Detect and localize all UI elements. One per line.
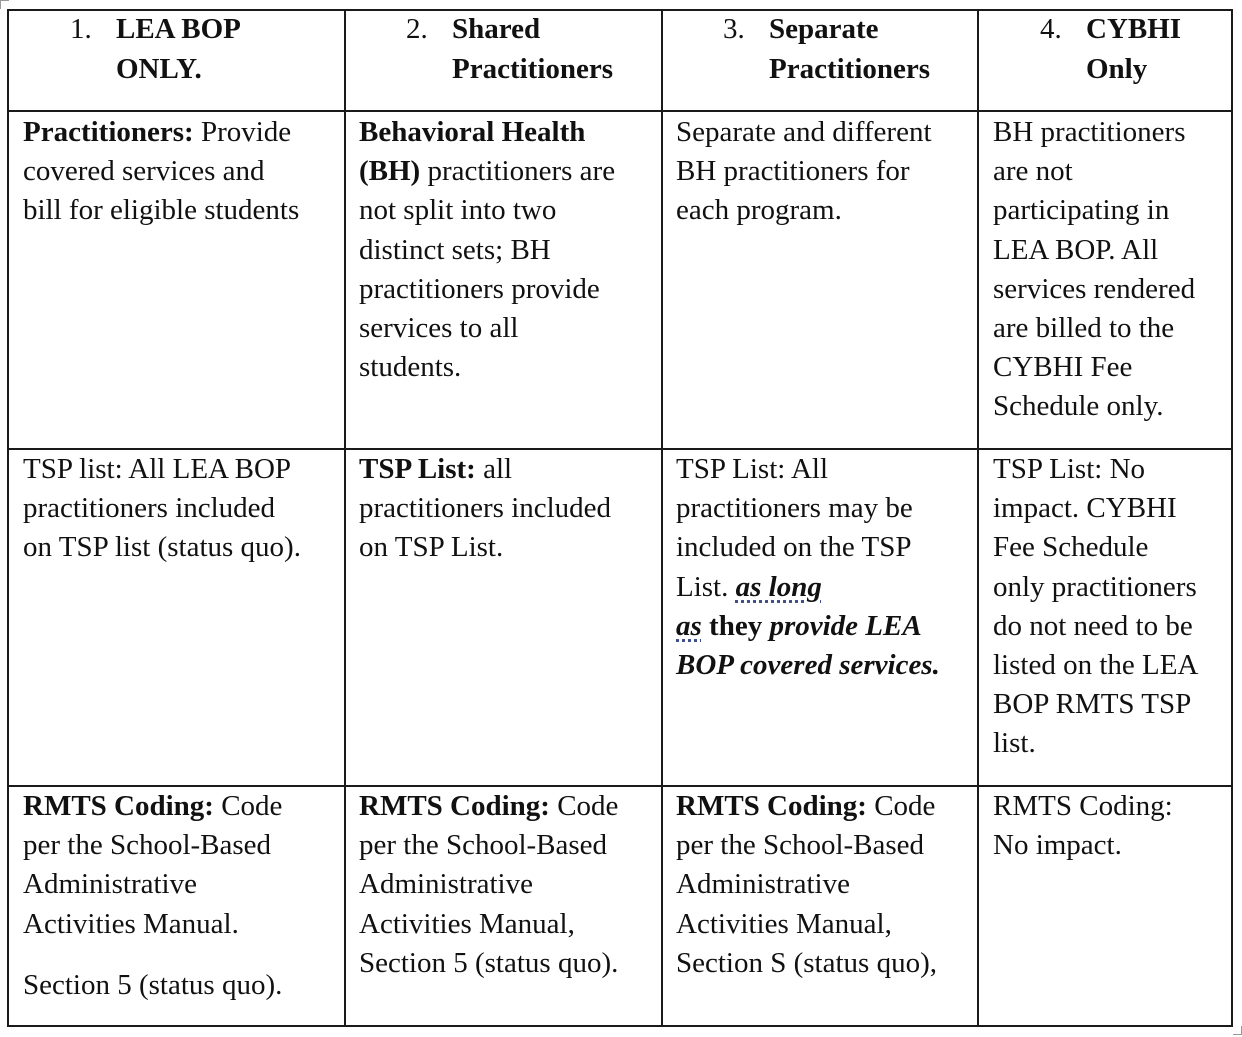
- label-bold: Practitioners:: [23, 116, 194, 148]
- cell-text: services to all: [359, 312, 519, 345]
- cell-text: Activities Manual.: [23, 907, 239, 940]
- header-number: 3.: [723, 13, 745, 45]
- cell-text: Provide: [193, 116, 292, 148]
- row2-col2-cell: [359, 450, 611, 568]
- header-cell-shared-practitioners: [406, 10, 613, 89]
- emphasis-text: as long: [735, 570, 822, 603]
- cell-text: CYBHI Fee: [993, 351, 1133, 384]
- cell-text: Code: [549, 790, 619, 822]
- header-cell-lea-bop-only: [70, 10, 241, 89]
- cell-text: each program.: [676, 194, 842, 227]
- cell-text: Schedule only.: [993, 390, 1164, 423]
- cell-text: Code: [866, 790, 936, 822]
- row2-col1-cell: [23, 450, 301, 568]
- cell-text: Section S (status quo),: [676, 946, 937, 979]
- header-number: 4.: [1040, 13, 1062, 45]
- cell-text: RMTS Coding:: [993, 790, 1173, 822]
- row1-col4-cell: [993, 113, 1195, 427]
- cell-text: Administrative: [359, 868, 533, 901]
- cell-text: listed on the LEA: [993, 649, 1199, 682]
- cell-text: Code: [213, 790, 283, 822]
- cell-text: all: [475, 453, 513, 485]
- row3-col1-cell: [23, 787, 282, 1005]
- header-title: CYBHI: [1086, 13, 1182, 45]
- row3-col2-cell: [359, 787, 618, 983]
- label-bold: TSP List:: [359, 453, 476, 485]
- cell-text: on TSP List.: [359, 531, 504, 564]
- cell-text: practitioners included: [359, 492, 612, 525]
- header-number: 2.: [406, 13, 428, 45]
- cell-text: per the School-Based: [676, 829, 925, 862]
- cell-text: practitioners included: [23, 492, 276, 525]
- cell-text: distinct sets; BH: [359, 233, 551, 266]
- emphasis-text: as: [676, 609, 702, 642]
- cell-text: do not need to be: [993, 609, 1193, 642]
- row-divider: [9, 110, 1231, 112]
- emphasis-text: provide LEA: [769, 609, 922, 642]
- cell-text: per the School-Based: [359, 829, 608, 862]
- cell-text: LEA BOP. All: [993, 233, 1159, 266]
- row1-col3-cell: [676, 113, 932, 231]
- header-title: Only: [1086, 52, 1148, 85]
- cell-text: Section 5 (status quo).: [23, 968, 283, 1001]
- header-cell-separate-practitioners: [723, 10, 930, 89]
- header-number: 1.: [70, 13, 92, 45]
- cell-text: BH practitioners: [993, 116, 1186, 148]
- cell-text: are not: [993, 155, 1073, 188]
- label-bold: RMTS Coding:: [359, 790, 550, 822]
- header-cell-cybhi-only: [1040, 10, 1181, 89]
- cell-text: List.: [676, 570, 736, 603]
- cell-text: TSP List: All: [676, 453, 829, 485]
- label-bold: Behavioral Health: [359, 116, 586, 148]
- row2-col3-cell: [676, 450, 940, 685]
- row3-col3-cell: [676, 787, 937, 983]
- cell-text: included on the TSP: [676, 531, 912, 564]
- column-divider: [661, 11, 663, 1025]
- cell-text: impact. CYBHI: [993, 492, 1177, 525]
- cell-text: TSP list: All LEA BOP: [23, 453, 292, 485]
- cell-text: TSP List: No: [993, 453, 1146, 485]
- header-title: Practitioners: [452, 52, 614, 85]
- cell-text: are billed to the: [993, 312, 1175, 345]
- cell-text: only practitioners: [993, 570, 1197, 603]
- cell-text: Administrative: [23, 868, 197, 901]
- header-title: LEA BOP: [116, 13, 241, 45]
- cell-text: Administrative: [676, 868, 850, 901]
- cell-text: BOP RMTS TSP: [993, 688, 1192, 721]
- cell-text: covered services and: [23, 155, 265, 188]
- header-title: Shared: [452, 13, 541, 45]
- cell-text: participating in: [993, 194, 1170, 227]
- cell-text: not split into two: [359, 194, 557, 227]
- row2-col4-cell: [993, 450, 1198, 764]
- cell-text: Fee Schedule: [993, 531, 1149, 564]
- row1-col1-cell: [23, 113, 299, 231]
- row3-col4-cell: [993, 787, 1173, 865]
- cell-text: practitioners may be: [676, 492, 913, 525]
- emphasis-text: BOP covered services.: [676, 649, 940, 682]
- cell-text: Activities Manual,: [359, 907, 575, 940]
- cell-text: practitioners provide: [359, 272, 600, 305]
- cell-text: Section 5 (status quo).: [359, 946, 619, 979]
- label-bold: (BH): [359, 155, 421, 188]
- column-divider: [344, 11, 346, 1025]
- cell-text: on TSP list (status quo).: [23, 531, 301, 564]
- cell-text: BH practitioners for: [676, 155, 910, 188]
- cell-text: per the School-Based: [23, 829, 272, 862]
- header-title: Separate: [769, 13, 879, 45]
- page-corner-mark: [1233, 1026, 1242, 1035]
- column-divider: [977, 11, 979, 1025]
- header-title: ONLY.: [116, 52, 202, 85]
- cell-text: students.: [359, 351, 462, 384]
- cell-text: bill for eligible students: [23, 194, 300, 227]
- label-bold: RMTS Coding:: [23, 790, 214, 822]
- row1-col2-cell: [359, 113, 615, 387]
- cell-text: services rendered: [993, 272, 1196, 305]
- header-title: Practitioners: [769, 52, 931, 85]
- page-corner-mark: [0, 0, 9, 9]
- cell-text: Separate and different: [676, 116, 932, 148]
- cell-text: list.: [993, 727, 1036, 760]
- cell-text: No impact.: [993, 829, 1122, 862]
- label-bold: they: [701, 609, 770, 642]
- cell-text: Activities Manual,: [676, 907, 892, 940]
- cell-text: practitioners are: [420, 155, 616, 188]
- label-bold: RMTS Coding:: [676, 790, 867, 822]
